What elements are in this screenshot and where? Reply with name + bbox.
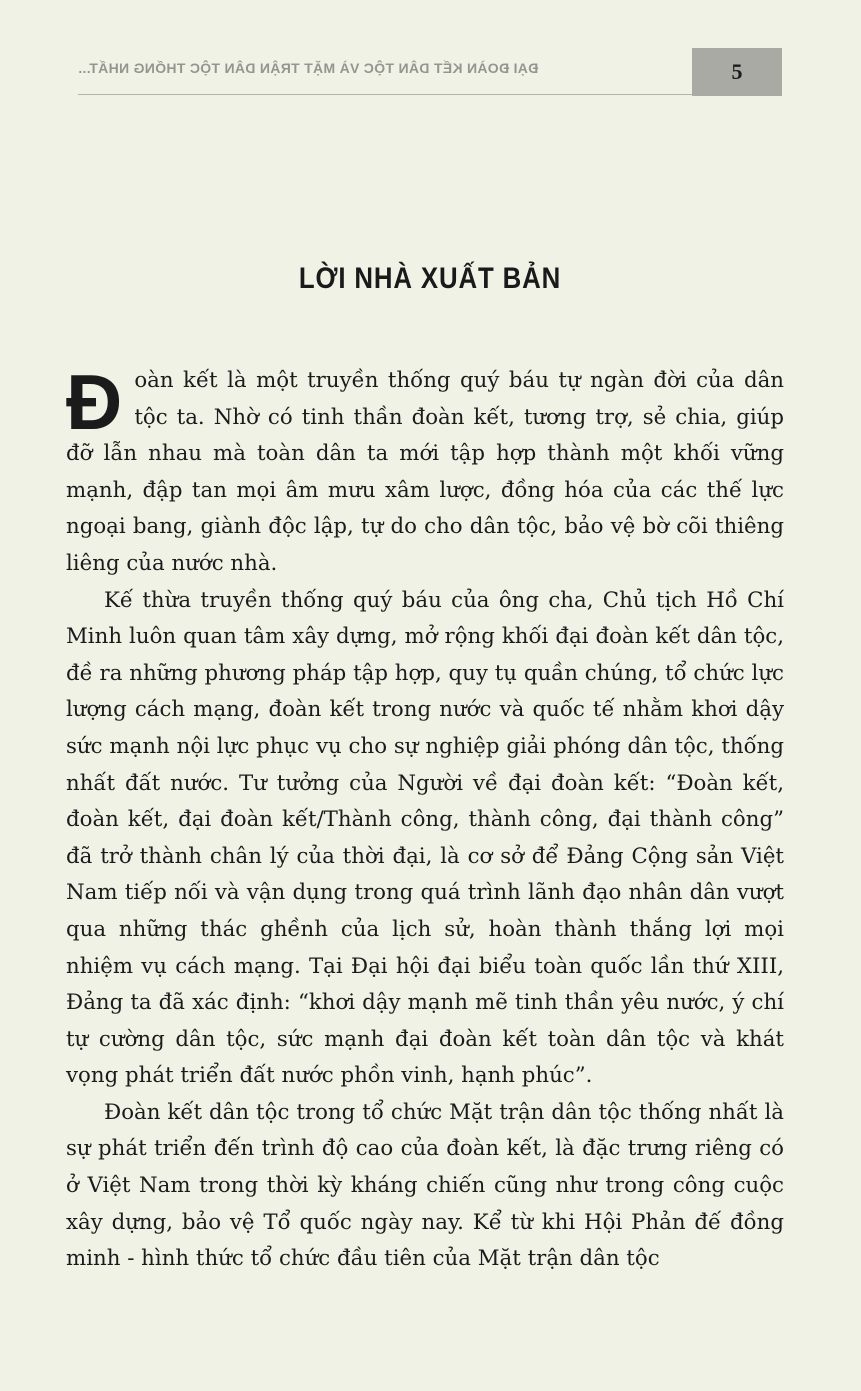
page-header xyxy=(78,46,782,98)
paragraph-1-text: oàn kết là một truyền thống quý báu tự ngàn đời của dân tộc ta. Nhờ có tinh thần đoàn kết, tương trợ, sẻ chia, giúp đỡ lẫn nhau mà toàn dân ta mới tập hợp thành một khối vững mạnh, đập tan mọi âm mưu xâm lược, đồng hóa của các thế lực ngoại bang, giành độc lập, tự do cho dân tộc, bảo vệ bờ cõi thiêng liêng của nước nhà. xyxy=(66,368,784,576)
body-text xyxy=(66,358,784,1278)
paragraph-1 xyxy=(66,358,784,583)
page-number: 5 xyxy=(692,48,782,96)
drop-cap: Đ xyxy=(66,358,123,446)
header-rule xyxy=(78,94,692,95)
paragraph-3: Đoàn kết dân tộc trong tổ chức Mặt trận dân tộc thống nhất là sự phát triển đến trình độ cao của đoàn kết, là đặc trưng riêng có ở Việt Nam trong thời kỳ kháng chiến cũng như trong công cuộc xây dựng, bảo vệ Tổ quốc ngày nay. Kể từ khi Hội Phản đế đồng minh - hình thức tổ chức đầu tiên của Mặt trận dân tộc xyxy=(66,1099,784,1272)
chapter-title: LỜI NHÀ XUẤT BẢN xyxy=(298,262,562,295)
running-head: ĐẠI ĐOÀN KẾT DÂN TỘC VÀ MẶT TRẬN DÂN TỘC THỐNG NHẤT... xyxy=(78,60,539,76)
paragraph-2: Kế thừa truyền thống quý báu của ông cha, Chủ tịch Hồ Chí Minh luôn quan tâm xây dựng, mở rộng khối đại đoàn kết dân tộc, đề ra những phương pháp tập hợp, quy tụ quần chúng, tổ chức lực lượng cách mạng, đoàn kết trong nước và quốc tế nhằm khơi dậy sức mạnh nội lực phục vụ cho sự nghiệp giải phóng dân tộc, thống nhất đất nước. Tư tưởng của Người về đại đoàn kết: “Đoàn kết, đoàn kết, đại đoàn kết/Thành công, thành công, đại thành công” đã trở thành chân lý của thời đại, là cơ sở để Đảng Cộng sản Việt Nam tiếp nối và vận dụng trong quá trình lãnh đạo nhân dân vượt qua những thác ghềnh của lịch sử, hoàn thành thắng lợi mọi nhiệm vụ cách mạng. Tại Đại hội đại biểu toàn quốc lần thứ XIII, Đảng ta đã xác định: “khơi dậy mạnh mẽ tinh thần yêu nước, ý chí tự cường dân tộc, sức mạnh đại đoàn kết toàn dân tộc và khát vọng phát triển đất nước phồn vinh, hạnh phúc”. xyxy=(66,587,784,1089)
